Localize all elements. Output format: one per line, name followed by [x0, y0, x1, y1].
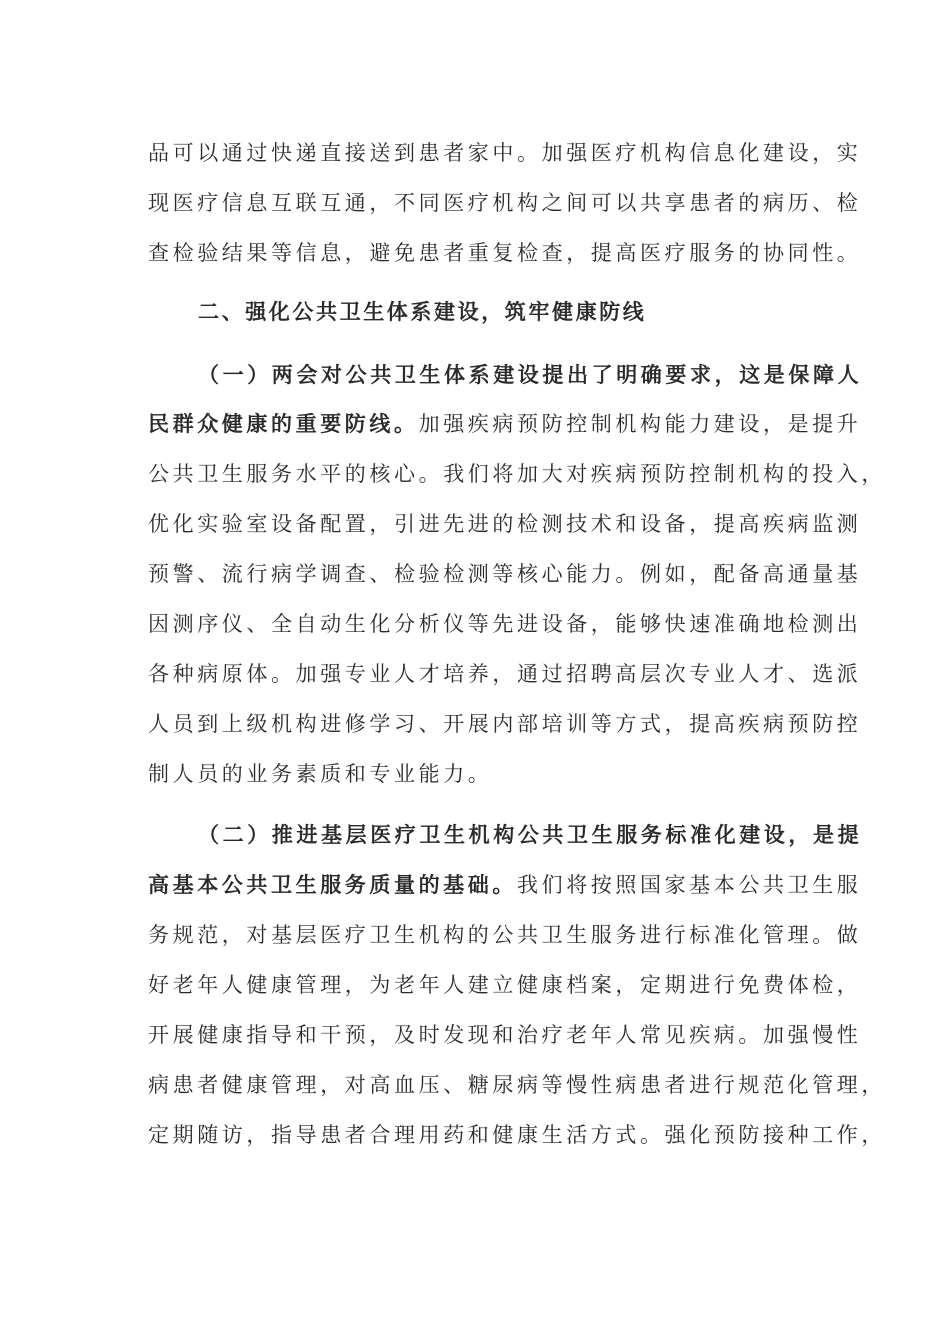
para1-line-7: 各种病原体。加强专业人才培养，通过招聘高层次专业人才、选派 [148, 662, 862, 686]
intro-line-3: 查检验结果等信息，避免患者重复检查，提高医疗服务的协同性。 [148, 241, 862, 265]
para2-line-5: 开展健康指导和干预，及时发现和治疗老年人常见疾病。加强慢性 [148, 1023, 862, 1047]
para2-line-3: 务规范，对基层医疗卫生机构的公共卫生服务进行标准化管理。做 [148, 923, 862, 947]
para2-line-2 [148, 870, 862, 900]
para1-line-5: 预警、流行病学调查、检验检测等核心能力。例如，配备高通量基 [148, 562, 862, 586]
para2-line-7: 定期随访，指导患者合理用药和健康生活方式。强化预防接种工作， [148, 1123, 886, 1147]
para1-line-6: 因测序仪、全自动生化分析仪等先进设备，能够快速准确地检测出 [148, 612, 862, 636]
para1-line-2 [148, 409, 862, 439]
intro-line-2: 现医疗信息互联互通，不同医疗机构之间可以共享患者的病历、检 [148, 191, 862, 215]
para1-line-4: 优化实验室设备配置，引进先进的检测技术和设备，提高疾病监测 [148, 512, 862, 536]
para1-line-9: 制人员的业务素质和专业能力。 [148, 762, 493, 786]
para2-bold-line-1 [198, 820, 863, 850]
para2-lead-part2: 高基本公共卫生服务质量的基础。 [148, 873, 517, 897]
intro-line-1: 品可以通过快递直接送到患者家中。加强医疗机构信息化建设，实 [148, 141, 862, 165]
para1-lead-part1: （一）两会对公共卫生体系建设提出了明确要求，这是保障人 [198, 363, 863, 387]
para2-line-6: 病患者健康管理，对高血压、糖尿病等慢性病患者进行规范化管理， [148, 1073, 886, 1097]
para1-line-2-text: 加强疾病预防控制机构能力建设，是提升 [418, 412, 862, 436]
para1-bold-line-1 [198, 360, 863, 390]
para1-line-3: 公共卫生服务水平的核心。我们将加大对疾病预防控制机构的投入， [148, 462, 886, 486]
para2-line-2-text: 我们将按照国家基本公共卫生服 [517, 873, 862, 897]
para2-lead-part1: （二）推进基层医疗卫生机构公共卫生服务标准化建设，是提 [198, 823, 863, 847]
section-heading: 二、强化公共卫生体系建设，筑牢健康防线 [198, 300, 647, 324]
para1-lead-part2: 民群众健康的重要防线。 [148, 412, 419, 436]
para1-line-8: 人员到上级机构进修学习、开展内部培训等方式，提高疾病预防控 [148, 712, 862, 736]
para2-line-4: 好老年人健康管理，为老年人建立健康档案，定期进行免费体检， [148, 973, 862, 997]
